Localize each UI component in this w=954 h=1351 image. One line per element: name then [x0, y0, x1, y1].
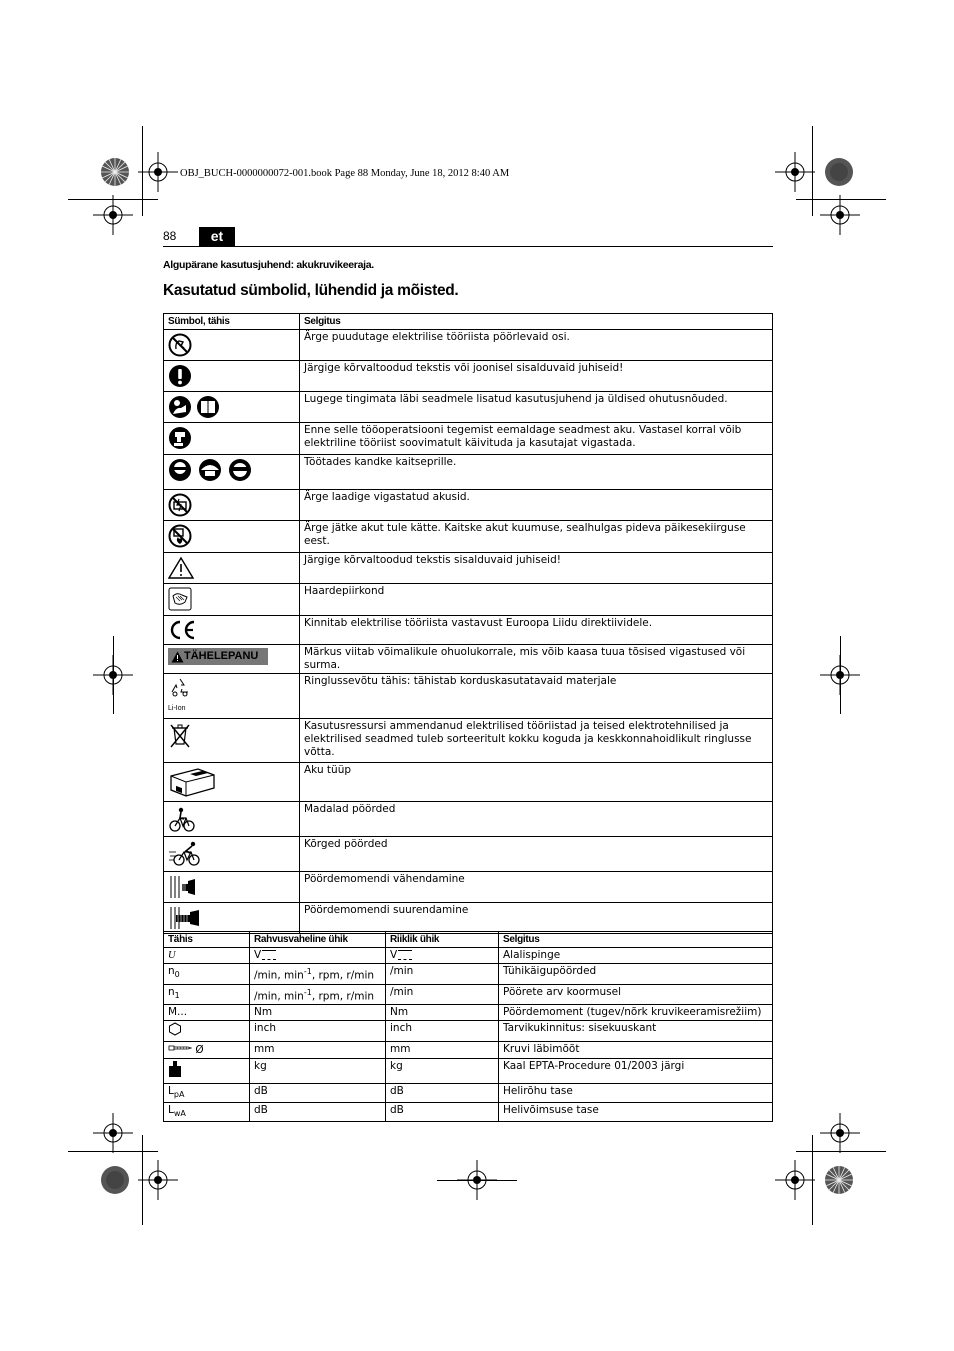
symbol-description: Kinnitab elektrilise tööriista vastavust Euroopa Liidu direktiividele. — [300, 616, 773, 645]
symbol-description: Järgige kõrvaltoodud tekstis sisalduvaid juhiseid! — [300, 553, 773, 584]
crosshair-target-icon — [775, 1160, 815, 1200]
unit-natl: dB — [386, 1084, 499, 1103]
unit-intl — [250, 984, 386, 1005]
unit-natl: inch — [386, 1021, 499, 1042]
unit-symbol — [164, 984, 250, 1005]
crossed-bin-icon — [168, 722, 192, 748]
table-row — [164, 1021, 773, 1042]
doc-subtitle: Algupärane kasutusjuhend: akukruvikeeraja. — [163, 259, 374, 271]
table-row — [164, 553, 773, 584]
unit-description: Alalispinge — [499, 948, 773, 964]
table-row — [164, 521, 773, 553]
table-row — [164, 872, 773, 903]
table-row — [164, 802, 773, 837]
unit-intl: inch — [250, 1021, 386, 1042]
crosshair-target-icon — [820, 195, 860, 235]
wear-protection-icons — [168, 458, 252, 486]
unit-intl: kg — [250, 1059, 386, 1084]
torque-decrease-icon — [168, 875, 196, 899]
dc-symbol — [398, 950, 412, 960]
symbol-description: Kasutusressursi ammendanud elektrilised tööriistad ja teised elektrotehnilised ja elektrilised seadmed tuleb sorteeritult kokku koguda ja keskkonnahoidlikult ringlusse võtta. — [300, 719, 773, 763]
crosshair-target-icon — [93, 195, 133, 235]
unit-intl-a: /min, min — [254, 969, 304, 982]
column-header: Riiklik ühik — [386, 932, 499, 948]
unit-symbol: M... — [164, 1005, 250, 1021]
symbols-table — [163, 313, 773, 934]
battery-pack-icon — [168, 766, 216, 798]
unit-intl — [250, 964, 386, 985]
warning-label-text: TÄHELEPANU — [184, 650, 259, 662]
table-row — [164, 984, 773, 1005]
table-row — [164, 763, 773, 802]
unit-natl: /min — [386, 984, 499, 1005]
unit-intl: dB — [250, 1084, 386, 1103]
symbol-description: Kõrged pöörded — [300, 837, 773, 872]
unit-description: Tarvikukinnitus: sisekuuskant — [499, 1021, 773, 1042]
symbol-description: Madalad pöörded — [300, 802, 773, 837]
star-target-icon — [100, 157, 130, 187]
unit-symbol-main: n — [168, 985, 175, 998]
column-header: Selgitus — [300, 314, 773, 330]
unit-natl: Nm — [386, 1005, 499, 1021]
table-row — [164, 361, 773, 392]
unit-intl-sup: -1 — [303, 967, 312, 976]
table-row — [164, 1042, 773, 1059]
star-target-icon — [824, 1165, 854, 1195]
warning-triangle-icon — [168, 556, 194, 580]
unit-natl: mm — [386, 1042, 499, 1059]
unit-symbol-sub: pA — [173, 1090, 185, 1100]
remove-battery-icon — [168, 426, 192, 450]
crosshair-target-icon — [93, 1113, 133, 1153]
symbol-description: Lugege tingimata läbi seadmele lisatud kasutusjuhend ja üldised ohutusnõuded. — [300, 392, 773, 423]
unit-natl: /min — [386, 964, 499, 985]
unit-symbol-sub: 1 — [174, 990, 180, 1000]
weight-icon — [168, 1060, 182, 1078]
table-row — [164, 903, 773, 934]
unit-symbol-main: n — [168, 965, 175, 977]
unit-intl-a: /min, min — [254, 990, 304, 1002]
unit-description: Pöördemoment (tugev/nõrk kruvikeeramisrežiim) — [499, 1005, 773, 1021]
table-row — [164, 455, 773, 490]
unit-intl-b: , rpm, r/min — [311, 969, 375, 982]
table-row — [164, 490, 773, 521]
table-row — [164, 1059, 773, 1084]
screw-diameter-icon — [168, 1043, 192, 1053]
unit-intl-b: , rpm, r/min — [311, 990, 375, 1002]
gray-target-icon — [100, 1165, 130, 1195]
grip-surface-icon — [168, 587, 192, 611]
no-charge-damaged-battery-icon — [168, 493, 192, 517]
symbol-description: Märkus viitab võimalikule ohuolukorrale, mis võib kaasa tuua tõsised vigastused või surma. — [300, 645, 773, 674]
symbol-description: Ärge puudutage elektrilise tööriista pöörlevaid osi. — [300, 330, 773, 361]
symbol-description: Ringlussevõtu tähis: tähistab korduskasutatavaid materjale — [300, 674, 773, 719]
unit-symbol-sub: 0 — [174, 970, 180, 980]
unit-description: Kruvi läbimõõt — [499, 1042, 773, 1059]
dc-symbol — [262, 950, 276, 960]
unit-symbol — [164, 1103, 250, 1122]
table-row — [164, 584, 773, 616]
column-header: Tähis — [164, 932, 250, 948]
unit-intl: dB — [250, 1103, 386, 1122]
unit-intl: Nm — [250, 1005, 386, 1021]
page-number: 88 — [163, 229, 177, 243]
table-row — [164, 719, 773, 763]
symbol-description: Pöördemomendi suurendamine — [300, 903, 773, 934]
crosshair-target-icon — [775, 152, 815, 192]
unit-intl: V — [254, 949, 262, 961]
header-rule — [163, 246, 773, 247]
unit-intl: mm — [250, 1042, 386, 1059]
slow-bicycle-icon — [168, 805, 196, 833]
table-row — [164, 964, 773, 985]
symbol-description: Ärge laadige vigastatud akusid. — [300, 490, 773, 521]
table-row — [164, 1103, 773, 1122]
unit-symbol-sub: wA — [173, 1109, 186, 1119]
no-fire-battery-icon — [168, 524, 192, 548]
table-header-row — [164, 932, 773, 948]
symbol-description: Töötades kandke kaitseprille. — [300, 455, 773, 490]
symbol-description: Järgige kõrvaltoodud tekstis või joonisel sisalduvaid juhiseid! — [300, 361, 773, 392]
column-header: Sümbol, tähis — [164, 314, 300, 330]
column-header: Selgitus — [499, 932, 773, 948]
file-info: OBJ_BUCH-0000000072-001.book Page 88 Monday, June 18, 2012 8:40 AM — [180, 168, 510, 179]
language-badge: et — [199, 227, 235, 246]
symbol-description: Ärge jätke akut tule kätte. Kaitske akut kuumuse, sealhulgas pideva päikesekiirguse eest. — [300, 521, 773, 553]
column-header: Rahvusvaheline ühik — [250, 932, 386, 948]
symbol-description: Haardepiirkond — [300, 584, 773, 616]
crosshair-target-icon — [820, 1113, 860, 1153]
unit-natl: V — [390, 949, 398, 961]
crosshair-target-icon — [138, 152, 178, 192]
table-row — [164, 1005, 773, 1021]
read-manual-icon — [168, 395, 222, 419]
units-table — [163, 931, 773, 1122]
unit-symbol-main: L — [168, 1104, 174, 1117]
table-row — [164, 330, 773, 361]
page-heading: Kasutatud sümbolid, lühendid ja mõisted. — [163, 282, 459, 299]
gray-target-icon — [824, 157, 854, 187]
unit-symbol — [164, 1084, 250, 1103]
table-row — [164, 645, 773, 674]
table-header-row — [164, 314, 773, 330]
warning-label — [168, 648, 268, 665]
ce-mark-icon — [168, 619, 196, 641]
table-row — [164, 837, 773, 872]
unit-intl-sup: -1 — [303, 987, 312, 997]
table-row — [164, 392, 773, 423]
unit-symbol — [164, 964, 250, 985]
unit-description: Helirõhu tase — [499, 1084, 773, 1103]
diameter-symbol: Ø — [195, 1044, 204, 1056]
table-row — [164, 674, 773, 719]
unit-description: Pöörete arv koormusel — [499, 984, 773, 1005]
exclamation-icon — [168, 364, 192, 388]
li-ion-label: Li-Ion — [168, 705, 186, 712]
crosshair-target-icon — [138, 1160, 178, 1200]
symbol-description: Pöördemomendi vähendamine — [300, 872, 773, 903]
no-hand-rotating-icon — [168, 333, 192, 357]
torque-increase-icon — [168, 906, 200, 930]
unit-natl: kg — [386, 1059, 499, 1084]
symbol-description: Enne selle tööoperatsiooni tegemist eemaldage seadmest aku. Vastasel korral võib elektriline tööriist soovimatult käivituda ja kasutajat vigastada. — [300, 423, 773, 455]
table-row — [164, 616, 773, 645]
unit-description: Kaal EPTA-Procedure 01/2003 järgi — [499, 1059, 773, 1084]
hex-socket-icon — [168, 1022, 182, 1036]
unit-description: Tühikäigupöörded — [499, 964, 773, 985]
table-row — [164, 1084, 773, 1103]
recycling-li-ion-icon — [168, 677, 194, 715]
table-row — [164, 423, 773, 455]
fast-bicycle-icon — [168, 840, 202, 868]
unit-symbol-main: L — [168, 1085, 174, 1097]
symbol-description: Aku tüüp — [300, 763, 773, 802]
table-row — [164, 948, 773, 964]
unit-symbol: U — [164, 948, 250, 964]
warning-triangle-icon — [171, 651, 184, 663]
unit-description: Helivõimsuse tase — [499, 1103, 773, 1122]
unit-natl: dB — [386, 1103, 499, 1122]
